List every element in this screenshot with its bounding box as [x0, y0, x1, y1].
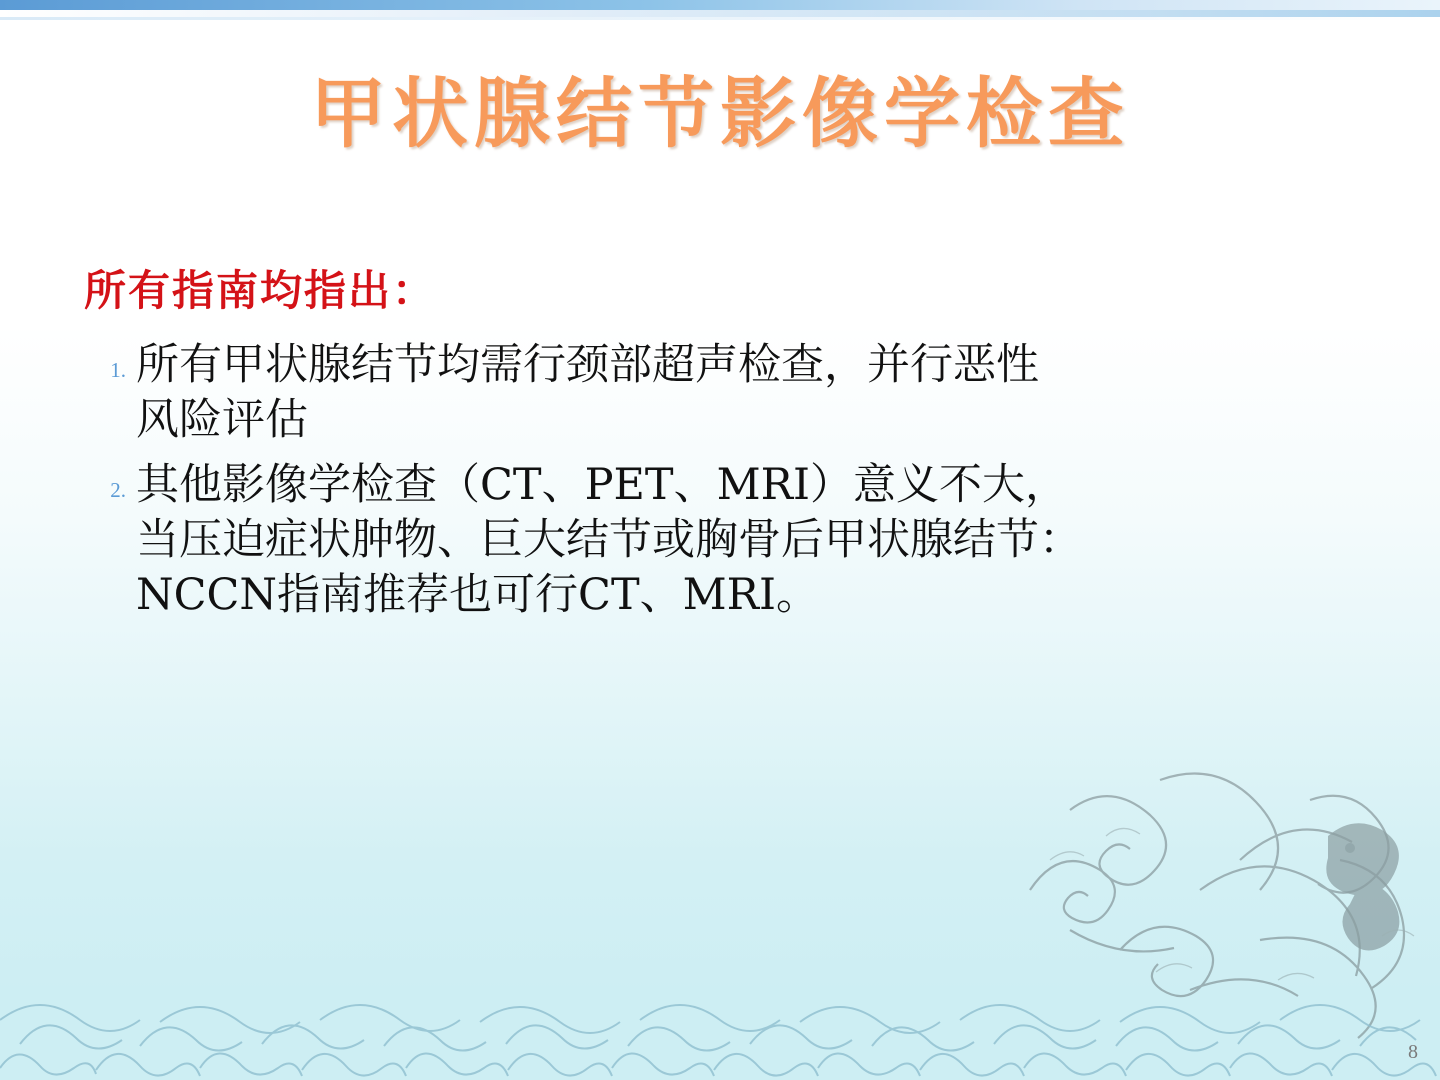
list-item-line: 风险评估: [136, 395, 308, 446]
bullet-list: [84, 338, 1384, 633]
list-item-line: 当压迫症状肿物、巨大结节或胸骨后甲状腺结节：: [136, 515, 1082, 566]
slide-title: 甲状腺结节影像学检查: [310, 69, 1130, 158]
top-decorative-bar-inner: [0, 10, 1440, 17]
list-item: [84, 338, 1384, 448]
list-item-line: 所有甲状腺结节均需行颈部超声检查，并行恶性: [136, 340, 1039, 390]
list-item-text: [136, 338, 1039, 448]
list-item-number: 1.: [110, 358, 126, 382]
top-decorative-bar: [0, 0, 1440, 10]
list-item-text: [136, 458, 1082, 623]
list-item-line: NCCN指南推荐也可行CT、MRI。: [136, 570, 820, 621]
list-item: [84, 458, 1384, 623]
top-decorative-bar-thin: [0, 17, 1440, 20]
list-item-line: 其他影像学检查（CT、PET、MRI）意义不大，: [136, 460, 1068, 511]
lead-text: 所有指南均指出：: [84, 266, 437, 315]
list-item-number: 2.: [110, 478, 126, 503]
wave-decoration-icon: [0, 960, 1440, 1080]
page-number: 8: [1408, 1041, 1418, 1063]
